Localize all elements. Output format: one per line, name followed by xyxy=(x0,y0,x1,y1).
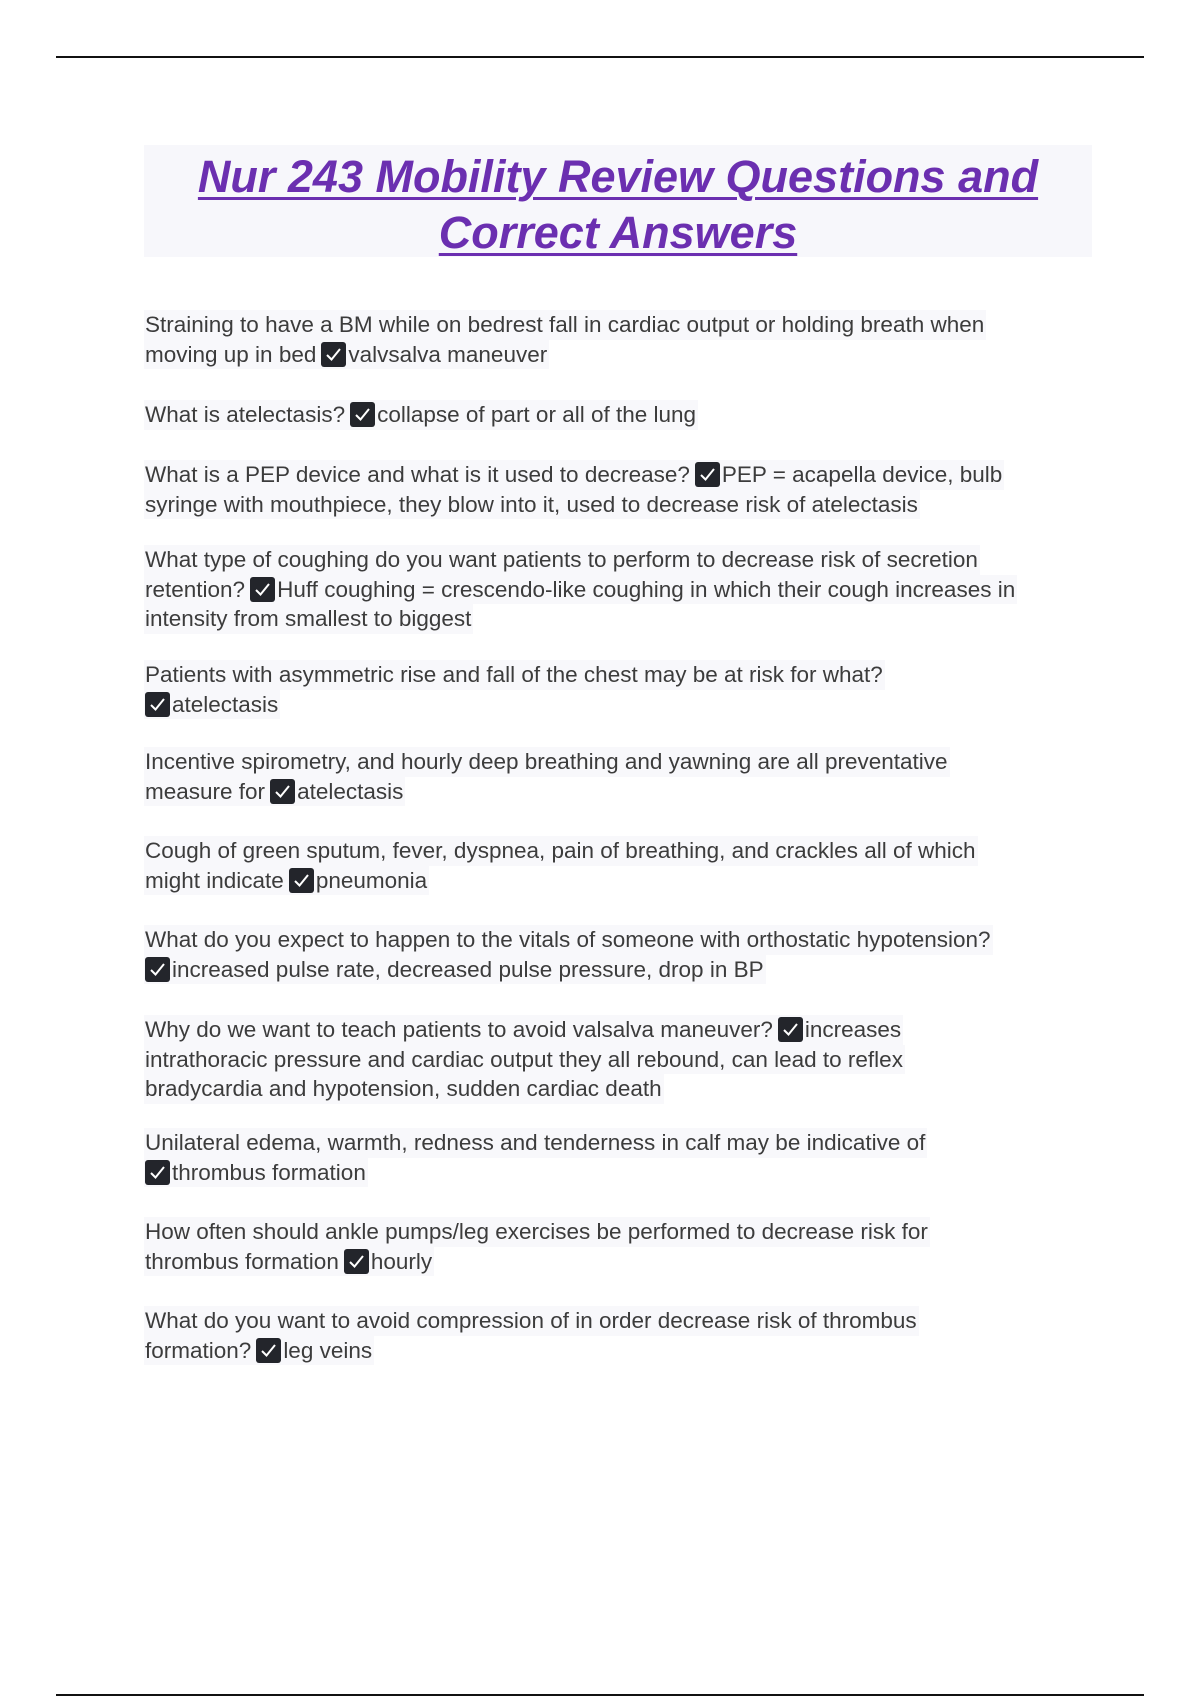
answer-text: valvsalva maneuver xyxy=(348,341,548,367)
answer-text: increased pulse rate, decreased pulse pressure, drop in BP xyxy=(172,956,764,982)
answer-text: bradycardia and hypotension, sudden cardiac death xyxy=(144,1074,664,1104)
qa-item-2 xyxy=(144,400,698,430)
qa-line xyxy=(144,575,1017,605)
qa-line xyxy=(144,777,405,807)
question-text: Incentive spirometry, and hourly deep breathing and yawning are all preventative xyxy=(144,747,950,777)
checkbox-checked-icon xyxy=(256,1338,281,1363)
answer-text: intrathoracic pressure and cardiac output they all rebound, can lead to reflex xyxy=(144,1045,905,1075)
qa-item-9 xyxy=(144,1015,905,1104)
title-block xyxy=(144,145,1092,257)
question-text: Straining to have a BM while on bedrest fall in cardiac output or holding breath when xyxy=(144,310,986,340)
checkbox-checked-icon xyxy=(695,462,720,487)
qa-item-12 xyxy=(144,1306,919,1365)
qa-item-3 xyxy=(144,460,1004,519)
qa-item-8 xyxy=(144,925,993,984)
qa-line xyxy=(144,340,549,370)
question-text: might indicate xyxy=(145,867,284,893)
checkbox-checked-icon xyxy=(778,1017,803,1042)
answer-text: collapse of part or all of the lung xyxy=(377,402,697,427)
question-text: measure for xyxy=(145,778,266,804)
checkbox-checked-icon xyxy=(321,342,346,367)
qa-line xyxy=(144,460,1004,490)
qa-line xyxy=(144,1158,368,1188)
qa-item-7 xyxy=(144,836,978,895)
answer-text: leg veins xyxy=(283,1337,373,1363)
checkbox-checked-icon xyxy=(145,692,170,717)
checkbox-checked-icon xyxy=(250,577,275,602)
question-text: What is a PEP device and what is it used to decrease? xyxy=(145,462,690,487)
qa-item-5 xyxy=(144,660,885,719)
answer-text: increases xyxy=(804,1017,902,1042)
checkbox-checked-icon xyxy=(145,1160,170,1185)
checkbox-checked-icon xyxy=(270,779,295,804)
answer-text: thrombus formation xyxy=(172,1159,366,1185)
answer-text: atelectasis xyxy=(172,691,279,717)
answer-text: Huff coughing = crescendo-like coughing in which their cough increases in xyxy=(277,576,1016,602)
title-line-2: Correct Answers xyxy=(438,207,798,258)
question-text: How often should ankle pumps/leg exercises be performed to decrease risk for xyxy=(144,1217,930,1247)
checkbox-checked-icon xyxy=(145,957,170,982)
question-text: Cough of green sputum, fever, dyspnea, pain of breathing, and crackles all of which xyxy=(144,836,978,866)
top-rule xyxy=(56,56,1144,58)
answer-text: PEP = acapella device, bulb xyxy=(721,462,1003,487)
title-line-1: Nur 243 Mobility Review Questions and xyxy=(197,151,1039,202)
qa-line xyxy=(144,955,766,985)
qa-line xyxy=(144,1336,374,1366)
qa-line xyxy=(144,400,698,430)
checkbox-checked-icon xyxy=(350,402,375,427)
bottom-rule xyxy=(56,1694,1144,1696)
checkbox-checked-icon xyxy=(289,868,314,893)
question-text: What is atelectasis? xyxy=(145,402,346,427)
qa-item-11 xyxy=(144,1217,930,1276)
question-text: What type of coughing do you want patients to perform to decrease risk of secretion xyxy=(144,545,980,575)
answer-text: atelectasis xyxy=(297,778,404,804)
qa-item-1 xyxy=(144,310,986,369)
answer-text: hourly xyxy=(370,1248,433,1274)
answer-text: pneumonia xyxy=(315,867,428,893)
question-text: Why do we want to teach patients to avoid valsalva maneuver? xyxy=(145,1017,773,1042)
qa-line xyxy=(144,1015,903,1045)
question-text: thrombus formation xyxy=(145,1248,339,1274)
question-text: formation? xyxy=(145,1337,252,1363)
qa-item-10 xyxy=(144,1128,927,1187)
question-text: retention? xyxy=(145,576,246,602)
qa-line xyxy=(144,1247,434,1277)
question-text: Patients with asymmetric rise and fall of the chest may be at risk for what? xyxy=(144,660,885,690)
question-text: moving up in bed xyxy=(145,341,317,367)
document-title xyxy=(144,145,1092,261)
checkbox-checked-icon xyxy=(344,1249,369,1274)
qa-line xyxy=(144,866,429,896)
qa-item-4 xyxy=(144,545,1017,634)
answer-text: syringe with mouthpiece, they blow into it, used to decrease risk of atelectasis xyxy=(144,490,920,520)
question-text: What do you want to avoid compression of in order decrease risk of thrombus xyxy=(144,1306,919,1336)
answer-text: intensity from smallest to biggest xyxy=(144,604,473,634)
qa-item-6 xyxy=(144,747,950,806)
question-text: Unilateral edema, warmth, redness and tenderness in calf may be indicative of xyxy=(144,1128,927,1158)
qa-line xyxy=(144,690,280,720)
question-text: What do you expect to happen to the vitals of someone with orthostatic hypotension? xyxy=(144,925,993,955)
